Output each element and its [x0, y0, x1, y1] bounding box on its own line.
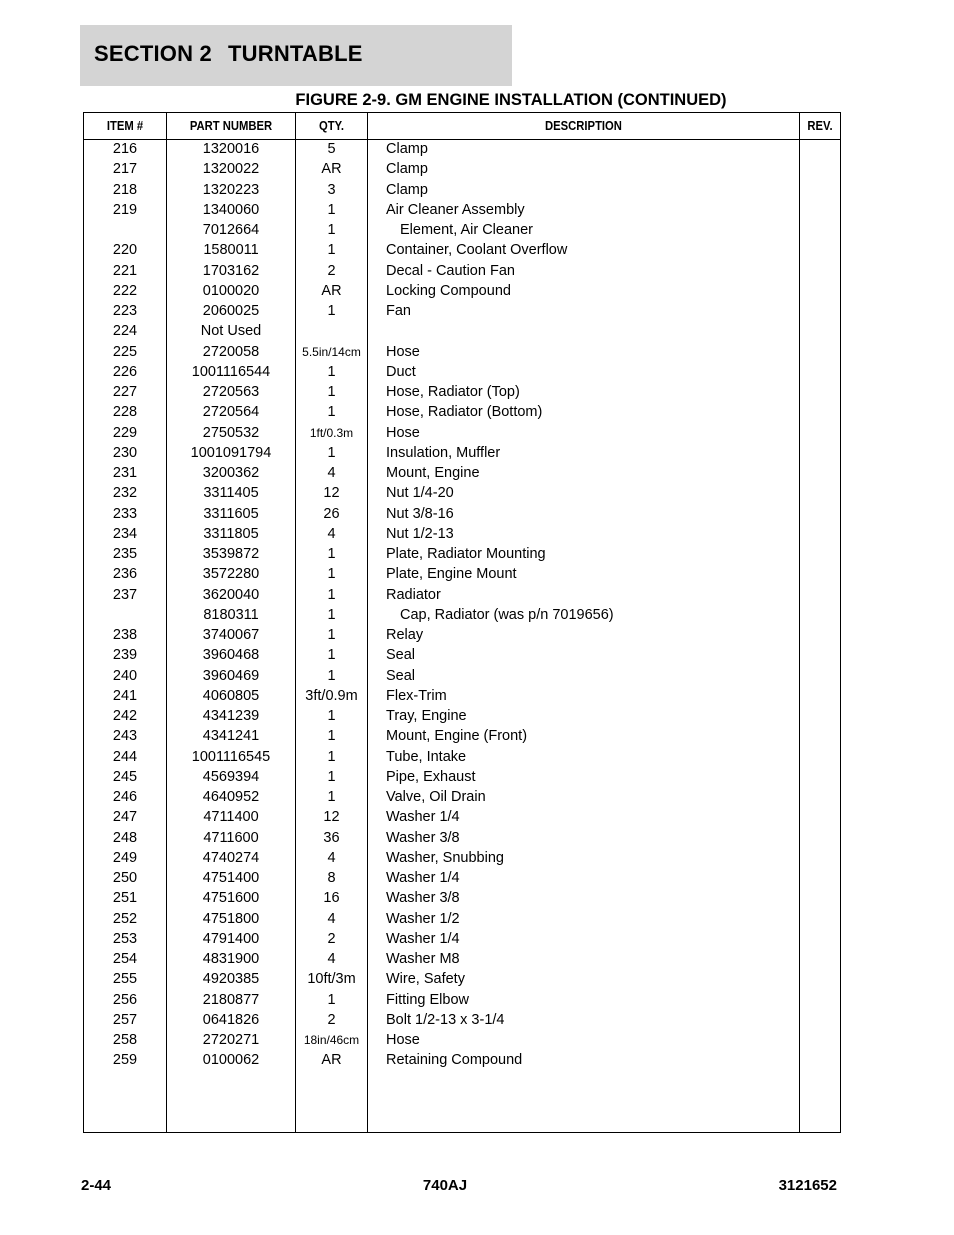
part-number-cell: 4791400: [202, 930, 260, 947]
qty-cell: 4: [327, 525, 336, 542]
item-number-cell: 253: [112, 930, 138, 947]
part-number-cell: 2720271: [202, 1032, 260, 1048]
qty-cell: 18in/46cm: [303, 1033, 360, 1047]
item-number-cell: 249: [112, 849, 138, 866]
table-row: [84, 504, 840, 524]
part-number-cell: 4711600: [203, 829, 259, 846]
item-number-cell: 243: [112, 728, 138, 745]
table-row: [84, 342, 840, 362]
table-row: [84, 240, 840, 260]
part-number-cell: 4831900: [202, 951, 260, 967]
qty-cell: 1: [327, 303, 336, 319]
qty-cell: 10ft/3m: [307, 971, 356, 988]
qty-cell: 1: [327, 991, 336, 1008]
item-number-cell: 246: [112, 789, 138, 805]
item-number-cell: 221: [112, 262, 138, 279]
item-number-cell: 245: [112, 768, 138, 785]
part-number-cell: 4740274: [202, 849, 260, 866]
description-cell: Fitting Elbow: [386, 991, 470, 1008]
item-number-cell: 240: [112, 667, 138, 684]
item-number-cell: 244: [112, 748, 138, 765]
table-row: [84, 483, 840, 503]
table-row: [84, 281, 840, 301]
description-cell: Retaining Compound: [386, 1052, 523, 1069]
qty-cell: 1: [327, 768, 336, 785]
item-number-cell: 222: [112, 282, 138, 299]
table-row: [84, 362, 840, 382]
qty-cell: 2: [327, 1011, 336, 1028]
item-number-cell: 226: [112, 363, 138, 380]
part-number-cell: 4751800: [202, 910, 260, 927]
qty-cell: 2: [327, 930, 336, 947]
table-row: [84, 1030, 840, 1050]
item-number-cell: 224: [112, 323, 138, 340]
description-cell: Hose, Radiator (Top): [386, 384, 520, 400]
part-number-cell: 4341241: [202, 728, 260, 745]
part-number-cell: 1320223: [202, 181, 260, 198]
qty-cell: 26: [323, 505, 340, 522]
part-number-cell: 3311405: [203, 485, 259, 502]
item-number-cell: 223: [112, 303, 138, 319]
description-cell: Washer 1/4: [386, 870, 460, 886]
qty-cell: 2: [327, 262, 336, 279]
part-number-cell: 2750532: [202, 424, 260, 441]
part-number-cell: 2720564: [202, 404, 260, 421]
part-number-cell: 1001116544: [191, 363, 271, 380]
table-row: [84, 382, 840, 402]
part-number-cell: 3311805: [203, 525, 259, 542]
item-number-cell: 238: [112, 627, 138, 643]
part-number-cell: 2180877: [202, 991, 260, 1008]
qty-cell: 1: [327, 606, 336, 623]
item-number-cell: 247: [112, 809, 138, 826]
part-number-cell: 0100062: [202, 1052, 260, 1069]
part-number-cell: 3539872: [202, 546, 260, 562]
table-row: [84, 666, 840, 686]
part-number-cell: 4751400: [202, 870, 260, 886]
part-number-cell: 4751600: [202, 890, 260, 907]
description-cell: Locking Compound: [386, 282, 511, 299]
part-number-cell: 4920385: [202, 971, 260, 988]
description-cell: Valve, Oil Drain: [386, 789, 486, 805]
table-row: [84, 767, 840, 787]
qty-cell: 8: [327, 870, 336, 886]
description-cell: Clamp: [386, 161, 428, 178]
description-cell: Washer 1/4: [386, 930, 460, 947]
description-cell: Relay: [386, 627, 424, 643]
qty-cell: 1: [327, 242, 336, 259]
part-number-cell: 4711400: [203, 809, 259, 826]
table-row: [84, 139, 840, 159]
header-qty: QTY.: [318, 119, 345, 133]
qty-cell: 1: [327, 708, 336, 724]
qty-cell: 12: [323, 809, 340, 826]
part-number-cell: 1320022: [202, 161, 260, 178]
qty-cell: 4: [327, 951, 336, 967]
table-row: [84, 828, 840, 848]
qty-cell: 1: [327, 667, 336, 684]
description-cell: Clamp: [386, 141, 428, 157]
qty-cell: 1: [327, 384, 336, 400]
description-cell: Washer M8: [386, 951, 460, 967]
table-row: [84, 848, 840, 868]
qty-cell: 1: [327, 404, 336, 421]
description-cell: Fan: [386, 303, 411, 319]
description-cell: Nut 1/2-13: [386, 525, 454, 542]
item-number-cell: 252: [112, 910, 138, 927]
part-number-cell: 1340060: [202, 201, 260, 218]
table-row: [84, 321, 840, 341]
parts-table: [83, 112, 841, 1133]
qty-cell: 1: [327, 647, 336, 664]
item-number-cell: 230: [112, 444, 138, 461]
qty-cell: 36: [323, 829, 340, 846]
table-row: [84, 159, 840, 179]
qty-cell: 5.5in/14cm: [302, 344, 361, 359]
section-name: TURNTABLE: [228, 41, 363, 66]
table-row: [84, 443, 840, 463]
description-cell: Insulation, Muffler: [386, 444, 501, 461]
qty-cell: 12: [323, 485, 340, 502]
description-cell: Seal: [386, 647, 416, 664]
part-number-cell: Not Used: [200, 323, 262, 340]
description-cell: Air Cleaner Assembly: [386, 201, 525, 218]
table-row: [84, 301, 840, 321]
table-row: [84, 524, 840, 544]
table-row: [84, 463, 840, 483]
table-row: [84, 949, 840, 969]
page-number: 2-44: [81, 1177, 112, 1194]
qty-cell: 1: [327, 546, 336, 562]
part-number-cell: 3572280: [202, 566, 260, 583]
section-banner: [80, 25, 512, 86]
description-cell: Hose, Radiator (Bottom): [386, 404, 543, 421]
table-row: [84, 868, 840, 888]
part-number-cell: 1703162: [202, 262, 260, 279]
table-row: [84, 220, 840, 240]
description-cell: Seal: [386, 667, 416, 684]
qty-cell: 1: [327, 222, 336, 238]
item-number-cell: 255: [112, 971, 138, 988]
header-item: ITEM #: [106, 119, 144, 133]
part-number-cell: 7012664: [202, 222, 260, 238]
part-number-cell: 1001091794: [190, 444, 272, 461]
table-row: [84, 180, 840, 200]
description-cell: Nut 3/8-16: [386, 505, 454, 522]
item-number-cell: 248: [112, 829, 138, 846]
table-row: [84, 585, 840, 605]
description-cell: Washer 1/4: [386, 809, 460, 826]
part-number-cell: 0641826: [202, 1011, 260, 1028]
part-number-cell: 2720563: [202, 384, 260, 400]
item-number-cell: 232: [112, 485, 138, 502]
table-row: [84, 544, 840, 564]
description-cell: Mount, Engine (Front): [386, 728, 528, 745]
part-number-cell: 1001116545: [191, 748, 271, 765]
item-number-cell: 233: [112, 505, 138, 522]
item-number-cell: 234: [112, 525, 138, 542]
table-row: [84, 706, 840, 726]
item-number-cell: 219: [112, 201, 138, 218]
item-number-cell: 241: [112, 687, 138, 704]
part-number-cell: 3620040: [202, 586, 260, 603]
part-number-cell: 1580011: [203, 242, 259, 259]
qty-cell: 1: [327, 363, 336, 380]
table-header-row: [84, 113, 840, 140]
model-name: 740AJ: [422, 1177, 468, 1194]
part-number-cell: 2060025: [202, 303, 260, 319]
description-cell: Bolt 1/2-13 x 3-1/4: [386, 1011, 505, 1028]
qty-cell: 1: [327, 627, 336, 643]
description-cell: Duct: [386, 363, 416, 380]
description-cell: Hose: [386, 424, 420, 441]
description-cell: Nut 1/4-20: [386, 485, 454, 502]
item-number-cell: 254: [112, 951, 138, 967]
part-number-cell: 8180311: [203, 606, 259, 623]
part-number-cell: 4640952: [202, 789, 260, 805]
description-cell: Tube, Intake: [386, 748, 467, 765]
qty-cell: 1: [327, 748, 336, 765]
part-number-cell: 4569394: [202, 768, 260, 785]
description-cell: Cap, Radiator (was p/n 7019656): [400, 606, 614, 623]
description-cell: Washer, Snubbing: [386, 849, 504, 866]
description-cell: Hose: [386, 343, 420, 360]
description-cell: Hose: [386, 1032, 420, 1048]
part-number-cell: 1320016: [202, 141, 260, 157]
item-number-cell: 237: [112, 586, 138, 603]
qty-cell: 1: [327, 201, 336, 218]
table-row: [84, 200, 840, 220]
qty-cell: 1: [327, 728, 336, 745]
item-number-cell: 257: [112, 1011, 138, 1028]
header-rev: REV.: [807, 119, 833, 133]
item-number-cell: 239: [112, 647, 138, 664]
table-row: [84, 929, 840, 949]
qty-cell: 4: [327, 910, 336, 927]
qty-cell: 3: [327, 181, 336, 198]
item-number-cell: 256: [112, 991, 138, 1008]
table-row: [84, 402, 840, 422]
item-number-cell: 236: [112, 566, 138, 583]
item-number-cell: 231: [112, 465, 138, 481]
item-number-cell: 242: [112, 708, 138, 724]
item-number-cell: 259: [112, 1052, 138, 1069]
description-cell: Washer 3/8: [386, 829, 460, 846]
qty-cell: 4: [327, 849, 336, 866]
item-number-cell: 216: [112, 141, 138, 157]
table-row: [84, 261, 840, 281]
header-part-number: PART NUMBER: [189, 119, 273, 133]
item-number-cell: 220: [112, 242, 138, 259]
table-row: [84, 1050, 840, 1070]
description-cell: Container, Coolant Overflow: [386, 242, 568, 259]
document-number: 3121652: [778, 1177, 837, 1194]
qty-cell: AR: [321, 161, 342, 178]
item-number-cell: 218: [112, 181, 138, 198]
description-cell: Radiator: [386, 586, 441, 603]
section-number: SECTION 2: [94, 41, 212, 66]
qty-cell: 3ft/0.9m: [305, 687, 358, 704]
part-number-cell: 3311605: [203, 505, 259, 522]
description-cell: Wire, Safety: [386, 971, 465, 988]
table-row: [84, 1010, 840, 1030]
part-number-cell: 4060805: [202, 687, 260, 704]
item-number-cell: 235: [112, 546, 138, 562]
qty-cell: 1ft/0.3m: [309, 425, 354, 440]
item-number-cell: 229: [112, 424, 138, 441]
item-number-cell: 228: [112, 404, 138, 421]
item-number-cell: 225: [112, 343, 138, 360]
description-cell: Element, Air Cleaner: [400, 222, 533, 238]
table-row: [84, 564, 840, 584]
description-cell: Clamp: [386, 181, 428, 198]
part-number-cell: 3960468: [202, 647, 260, 664]
part-number-cell: 3740067: [202, 627, 260, 643]
description-cell: Plate, Radiator Mounting: [386, 546, 546, 562]
qty-cell: AR: [321, 1052, 342, 1069]
qty-cell: AR: [321, 282, 342, 299]
item-number-cell: 250: [112, 870, 138, 886]
table-row: [84, 969, 840, 989]
table-row: [84, 625, 840, 645]
qty-cell: 1: [327, 444, 336, 461]
description-cell: Washer 1/2: [386, 910, 460, 927]
description-cell: Tray, Engine: [386, 708, 467, 724]
table-row: [84, 605, 840, 625]
table-row: [84, 787, 840, 807]
part-number-cell: 2720058: [202, 343, 260, 360]
figure-title: FIGURE 2-9. GM ENGINE INSTALLATION (CONTINUED): [295, 91, 727, 109]
table-row: [84, 747, 840, 767]
table-row: [84, 645, 840, 665]
header-description: DESCRIPTION: [545, 119, 622, 133]
qty-cell: 1: [327, 566, 336, 583]
part-number-cell: 3960469: [202, 667, 260, 684]
description-cell: Pipe, Exhaust: [386, 768, 476, 785]
table-row: [84, 888, 840, 908]
table-row: [84, 909, 840, 929]
part-number-cell: 3200362: [202, 465, 260, 481]
table-row: [84, 686, 840, 706]
table-row: [84, 990, 840, 1010]
item-number-cell: 251: [112, 890, 138, 907]
description-cell: Washer 3/8: [386, 890, 460, 907]
table-row: [84, 807, 840, 827]
description-cell: Plate, Engine Mount: [386, 566, 517, 583]
part-number-cell: 4341239: [202, 708, 260, 724]
qty-cell: 4: [327, 465, 336, 481]
table-row: [84, 423, 840, 443]
qty-cell: 1: [327, 586, 336, 603]
qty-cell: 5: [327, 141, 336, 157]
item-number-cell: 258: [112, 1032, 138, 1048]
table-row: [84, 726, 840, 746]
item-number-cell: 227: [112, 384, 138, 400]
item-number-cell: 217: [112, 161, 138, 178]
qty-cell: 1: [327, 789, 336, 805]
description-cell: Mount, Engine: [386, 465, 480, 481]
qty-cell: 16: [323, 890, 340, 907]
part-number-cell: 0100020: [202, 282, 260, 299]
description-cell: Decal - Caution Fan: [386, 262, 515, 279]
description-cell: Flex-Trim: [386, 687, 447, 704]
